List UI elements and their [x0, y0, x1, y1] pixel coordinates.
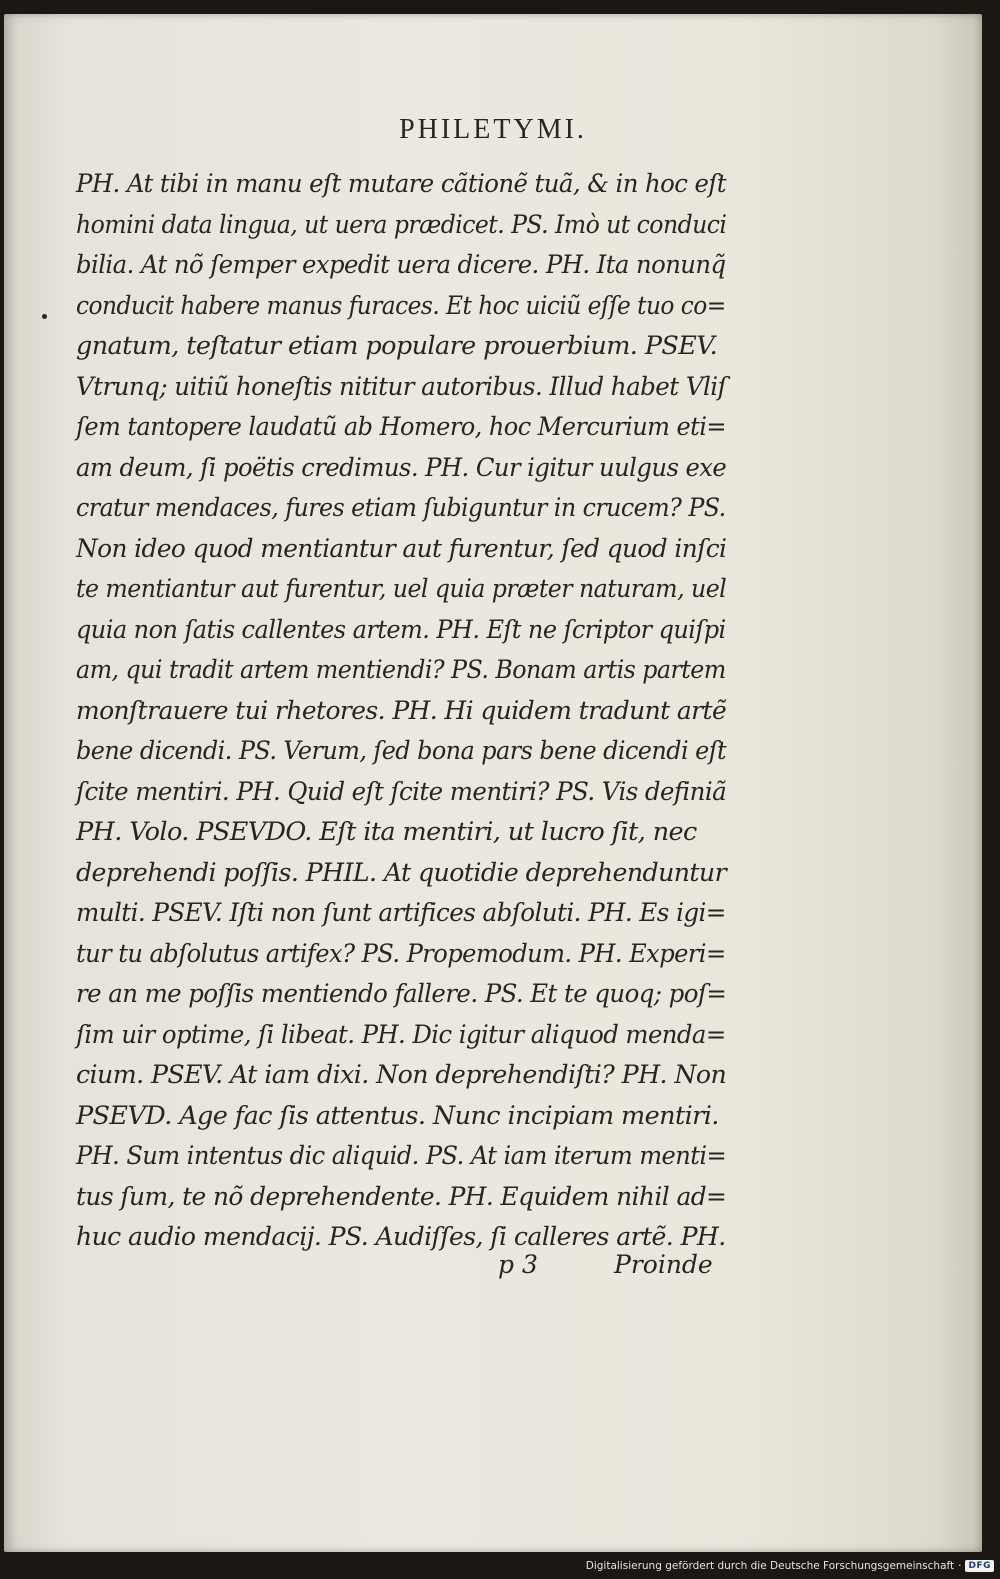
dfg-logo: DFG	[965, 1560, 994, 1572]
text-line: huc audio mendacij. PS. Audiſſes, ſi calleres artẽ. PH.	[76, 1222, 726, 1252]
text-line: conducit habere manus furaces. Et hoc uiciũ eſſe tuo co=	[76, 290, 726, 321]
text-line: bene dicendi. PS. Verum, ſed bona pars bene dicendi eſt	[76, 736, 727, 766]
text-line: Vtrunq; uitiũ honeſtis nititur autoribus. Illud habet Vliſ	[76, 371, 727, 402]
text-line: cium. PSEV. At iam dixi. Non deprehendiſti? PH. Non	[76, 1060, 727, 1090]
credit-text: Digitalisierung gefördert durch die Deutsche Forschungsgemeinschaft	[585, 1560, 955, 1572]
catchword: Proinde	[614, 1250, 713, 1279]
text-line: PSEVD. Age fac ſis attentus. Nunc incipiam mentiri.	[76, 1100, 719, 1131]
text-line: PH. Volo. PSEVDO. Eſt ita mentiri, ut lucro ſit, nec	[76, 817, 697, 847]
text-line: PH. Sum intentus dic aliquid. PS. At iam iterum menti=	[76, 1141, 727, 1171]
text-line: PH. At tibi in manu eſt mutare cãtionẽ tuã, & in hoc eſt	[76, 169, 727, 199]
text-line: monſtrauere tui rhetores. PH. Hi quidem tradunt artẽ	[76, 695, 727, 726]
text-line: te mentiantur aut furentur, uel quia præter naturam, uel	[76, 574, 727, 604]
text-line: re an me poſſis mentiendo fallere. PS. Et te quoq; poſ=	[76, 979, 727, 1009]
digitization-credit: Digitalisierung gefördert durch die Deutsche Forschungsgemeinschaft · DFG	[586, 1557, 994, 1575]
text-line: gnatum, teſtatur etiam populare prouerbium. PSEV.	[76, 331, 718, 361]
running-head: PHILETYMI.	[399, 114, 587, 145]
book-page	[4, 14, 982, 1552]
text-line: homini data lingua, ut uera prædicet. PS. Imò ut conduci	[76, 209, 727, 240]
text-line: ſcite mentiri. PH. Quid eſt ſcite mentiri? PS. Vis definiã	[76, 776, 727, 807]
margin-mark	[42, 314, 47, 319]
text-line: Non ideo quod mentiantur aut furentur, ſed quod inſci	[76, 533, 727, 564]
text-line: ſim uir optime, ſi libeat. PH. Dic igitur aliquod menda=	[76, 1019, 726, 1050]
signature-mark: p 3	[498, 1250, 538, 1279]
text-line: tur tu abſolutus artifex? PS. Propemodum. PH. Experi=	[76, 938, 726, 969]
text-line: multi. PSEV. Iſti non ſunt artifices abſoluti. PH. Es igi=	[76, 898, 726, 928]
text-line: ſem tantopere laudatũ ab Homero, hoc Mercurium eti=	[76, 412, 726, 442]
text-line: deprehendi poſſis. PHIL. At quotidie deprehenduntur	[76, 857, 727, 888]
body-text	[76, 164, 726, 1258]
text-line: quia non ſatis callentes artem. PH. Eſt ne ſcriptor quiſpi	[76, 614, 726, 645]
text-line: cratur mendaces, fures etiam ſubiguntur in crucem? PS.	[76, 493, 726, 523]
text-line: am, qui tradit artem mentiendi? PS. Bonam artis partem	[76, 655, 726, 685]
catchline	[4, 1250, 982, 1286]
text-line: am deum, ſi poëtis credimus. PH. Cur igitur uulgus exe	[76, 452, 727, 483]
text-line: bilia. At nõ ſemper expedit uera dicere. PH. Ita nonunq̃	[76, 250, 726, 280]
text-line: tus ſum, te nõ deprehendente. PH. Equidem nihil ad=	[76, 1181, 727, 1212]
